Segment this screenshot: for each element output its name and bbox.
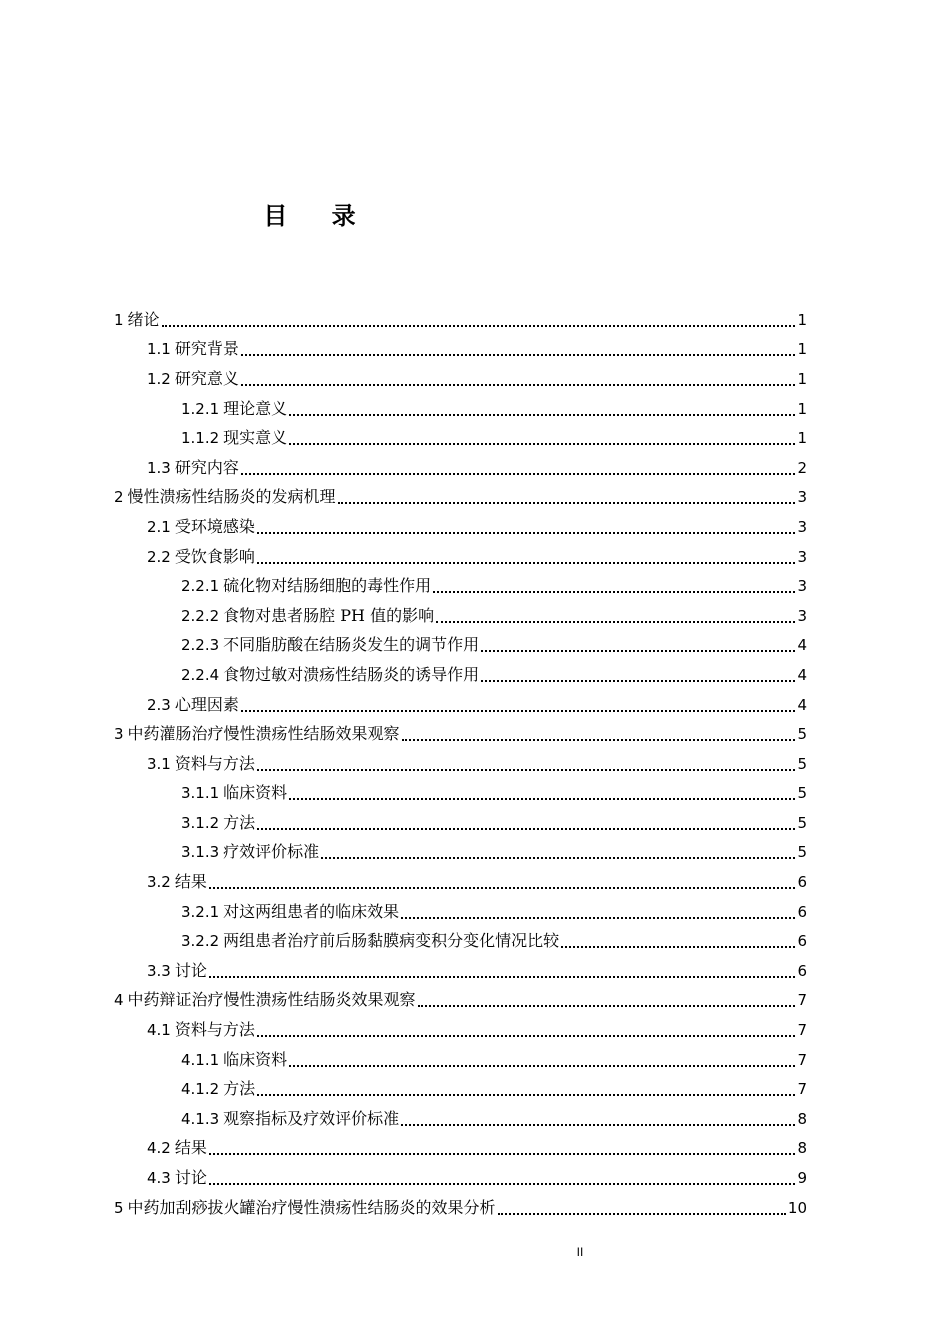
toc-entry-label bbox=[181, 1079, 255, 1099]
toc-entry-text: 结果 bbox=[174, 1138, 207, 1158]
toc-entry-text: 受饮食影响 bbox=[174, 546, 255, 566]
toc-page-number: 1 bbox=[797, 369, 807, 388]
toc-dot-leader bbox=[481, 650, 795, 652]
toc-dot-leader bbox=[257, 1035, 796, 1037]
toc-dot-leader bbox=[289, 443, 795, 445]
toc-entry[interactable] bbox=[114, 453, 807, 483]
toc-entry-number: 4.3 bbox=[147, 1169, 171, 1188]
toc-dot-leader bbox=[257, 1094, 795, 1096]
toc-entry-label bbox=[147, 872, 207, 892]
toc-page-number: 1 bbox=[797, 340, 807, 359]
toc-entry-label bbox=[147, 339, 239, 359]
toc-dot-leader bbox=[338, 502, 796, 504]
toc-entry-number: 4.1.3 bbox=[181, 1109, 220, 1128]
toc-entry[interactable] bbox=[114, 897, 807, 927]
toc-entry-number: 3.3 bbox=[147, 961, 171, 980]
toc-entry-text: 观察指标及疗效评价标准 bbox=[223, 1108, 400, 1128]
toc-entry-label bbox=[181, 399, 287, 419]
toc-entry-label bbox=[147, 369, 239, 389]
toc-entry[interactable] bbox=[114, 1163, 807, 1193]
toc-entry[interactable] bbox=[114, 719, 807, 749]
toc-page-number: 5 bbox=[797, 813, 807, 832]
toc-page-number: 1 bbox=[797, 310, 807, 329]
toc-entry-label bbox=[181, 1050, 287, 1070]
toc-entry-text: 硫化物对结肠细胞的毒性作用 bbox=[223, 576, 432, 596]
toc-entry[interactable] bbox=[114, 838, 807, 868]
toc-page-number: 7 bbox=[797, 991, 807, 1010]
toc-entry-label bbox=[181, 783, 287, 803]
toc-entry-text: 食物过敏对溃疡性结肠炎的诱导作用 bbox=[223, 664, 480, 684]
toc-dot-leader bbox=[241, 354, 796, 356]
toc-entry-text: 中药加刮痧拔火罐治疗慢性溃疡性结肠炎的效果分析 bbox=[127, 1197, 496, 1217]
toc-page-number: 7 bbox=[797, 1050, 807, 1069]
toc-entry-label bbox=[147, 1168, 207, 1188]
toc-entry-number: 4.1.1 bbox=[181, 1050, 220, 1069]
toc-entry[interactable] bbox=[114, 305, 807, 335]
toc-dot-leader bbox=[418, 1005, 796, 1007]
toc-entry[interactable] bbox=[114, 542, 807, 572]
toc-page-number: 8 bbox=[797, 1139, 807, 1158]
toc-dot-leader bbox=[433, 591, 795, 593]
toc-entry[interactable] bbox=[114, 1134, 807, 1164]
toc-entry[interactable] bbox=[114, 867, 807, 897]
toc-entry[interactable] bbox=[114, 631, 807, 661]
toc-entry-number: 2.2.4 bbox=[181, 665, 220, 684]
toc-dot-leader bbox=[209, 1153, 796, 1155]
toc-entry[interactable] bbox=[114, 1045, 807, 1075]
toc-dot-leader bbox=[241, 473, 796, 475]
toc-page-number: 5 bbox=[797, 784, 807, 803]
toc-entry[interactable] bbox=[114, 1104, 807, 1134]
toc-entry-text: 讨论 bbox=[174, 960, 207, 980]
toc-entry-number: 3.2.1 bbox=[181, 902, 220, 921]
toc-dot-leader bbox=[289, 414, 795, 416]
toc-page-number: 6 bbox=[797, 902, 807, 921]
toc-entry-label bbox=[181, 842, 319, 862]
toc-page-number: 2 bbox=[797, 458, 807, 477]
toc-dot-leader bbox=[561, 946, 795, 948]
toc-entry-number: 2.1 bbox=[147, 517, 171, 536]
toc-entry-text: 两组患者治疗前后肠黏膜病变积分变化情况比较 bbox=[223, 931, 560, 951]
toc-entry[interactable] bbox=[114, 1015, 807, 1045]
toc-entry-text: 方法 bbox=[223, 812, 256, 832]
toc-entry-number: 4 bbox=[114, 991, 124, 1010]
toc-entry-number: 3.1.2 bbox=[181, 813, 220, 832]
toc-entry-label bbox=[147, 695, 239, 715]
toc-page-number: 3 bbox=[797, 547, 807, 566]
toc-entry-label bbox=[181, 576, 431, 596]
toc-entry-number: 1.2.1 bbox=[181, 399, 220, 418]
toc-entry[interactable] bbox=[114, 601, 807, 631]
toc-dot-leader bbox=[436, 621, 795, 623]
toc-page-number: 9 bbox=[797, 1169, 807, 1188]
toc-page-number: 5 bbox=[797, 754, 807, 773]
toc-dot-leader bbox=[162, 325, 796, 327]
toc-page-number: 4 bbox=[797, 695, 807, 714]
toc-page-number: 1 bbox=[797, 429, 807, 448]
toc-entry[interactable] bbox=[114, 986, 807, 1016]
toc-dot-leader bbox=[498, 1213, 786, 1215]
toc-entry-text: 研究背景 bbox=[174, 339, 239, 359]
toc-page-number: 4 bbox=[797, 636, 807, 655]
toc-dot-leader bbox=[402, 739, 796, 741]
toc-entry-number: 1.1.2 bbox=[181, 429, 220, 448]
toc-entry-text: 研究意义 bbox=[174, 368, 239, 388]
toc-entry-number: 2 bbox=[114, 488, 124, 507]
toc-entry-label bbox=[181, 606, 434, 626]
toc-entry-number: 3.1.1 bbox=[181, 784, 220, 803]
toc-entry-label bbox=[147, 517, 255, 537]
toc-entry-text: 研究内容 bbox=[174, 457, 239, 477]
toc-entry[interactable] bbox=[114, 926, 807, 956]
toc-page-number: 8 bbox=[797, 1109, 807, 1128]
toc-entry-label bbox=[181, 1109, 399, 1129]
toc-entry[interactable] bbox=[114, 779, 807, 809]
toc-entry-text: 资料与方法 bbox=[174, 1020, 255, 1040]
toc-entry-number: 4.1.2 bbox=[181, 1080, 220, 1099]
page-footer-number: II bbox=[576, 1245, 584, 1259]
toc-entry-label bbox=[181, 813, 255, 833]
toc-entry-text: 现实意义 bbox=[223, 428, 288, 448]
toc-dot-leader bbox=[257, 828, 795, 830]
toc-entry-text: 临床资料 bbox=[223, 1049, 288, 1069]
toc-entry-number: 1 bbox=[114, 310, 124, 329]
toc-entry-label bbox=[114, 1198, 496, 1218]
toc-entry-text: 中药辩证治疗慢性溃疡性结肠炎效果观察 bbox=[127, 990, 416, 1010]
toc-entry-text: 结果 bbox=[174, 872, 207, 892]
toc-entry-number: 3.2 bbox=[147, 873, 171, 892]
toc-dot-leader bbox=[209, 887, 796, 889]
toc-entry-number: 1.3 bbox=[147, 458, 171, 477]
toc-entry-text: 对这两组患者的临床效果 bbox=[223, 901, 400, 921]
toc-entry-text: 资料与方法 bbox=[174, 753, 255, 773]
toc-entry-number: 2.2 bbox=[147, 547, 171, 566]
toc-entry-number: 2.2.1 bbox=[181, 577, 220, 596]
toc-entry[interactable] bbox=[114, 956, 807, 986]
toc-entry-text: 讨论 bbox=[174, 1168, 207, 1188]
toc-entry-number: 4.2 bbox=[147, 1139, 171, 1158]
toc-entry[interactable] bbox=[114, 423, 807, 453]
toc-entry-text: 理论意义 bbox=[223, 398, 288, 418]
toc-entry-text: 临床资料 bbox=[223, 783, 288, 803]
toc-page-number: 6 bbox=[797, 873, 807, 892]
toc-dot-leader bbox=[481, 680, 795, 682]
toc-entry-number: 3 bbox=[114, 725, 124, 744]
toc-page-number: 6 bbox=[797, 932, 807, 951]
toc-page-number: 7 bbox=[797, 1080, 807, 1099]
toc-entry[interactable] bbox=[114, 335, 807, 365]
toc-entry-label bbox=[114, 487, 336, 507]
toc-entry-label bbox=[181, 635, 479, 655]
toc-dot-leader bbox=[257, 532, 796, 534]
toc-page-number: 6 bbox=[797, 961, 807, 980]
toc-entry-number: 2.2.2 bbox=[181, 606, 220, 625]
toc-entry-number: 4.1 bbox=[147, 1021, 171, 1040]
toc-page-number: 3 bbox=[797, 488, 807, 507]
toc-entry[interactable] bbox=[114, 571, 807, 601]
toc-page-number: 3 bbox=[797, 517, 807, 536]
toc-entry-text: 疗效评价标准 bbox=[223, 842, 320, 862]
toc-dot-leader bbox=[241, 710, 796, 712]
toc-entry-text: 受环境感染 bbox=[174, 516, 255, 536]
toc-entry-text: 心理因素 bbox=[174, 694, 239, 714]
toc-dot-leader bbox=[321, 857, 795, 859]
toc-entry[interactable] bbox=[114, 660, 807, 690]
toc-entry-text: 绪论 bbox=[127, 309, 160, 329]
toc-entry-label bbox=[181, 428, 287, 448]
toc-entry-label bbox=[181, 931, 559, 951]
toc-dot-leader bbox=[257, 562, 796, 564]
toc-page-number: 10 bbox=[787, 1198, 807, 1217]
toc-entry-text: 方法 bbox=[223, 1079, 256, 1099]
toc-page-number: 4 bbox=[797, 665, 807, 684]
toc-entry-number: 3.1.3 bbox=[181, 843, 220, 862]
toc-page-number: 5 bbox=[797, 725, 807, 744]
toc-entry-number: 1.1 bbox=[147, 340, 171, 359]
toc-entry-number: 2.2.3 bbox=[181, 636, 220, 655]
toc-page-number: 3 bbox=[797, 577, 807, 596]
toc-entry-text: 食物对患者肠腔 PH 值的影响 bbox=[223, 605, 435, 625]
toc-entry-label bbox=[114, 990, 416, 1010]
toc-dot-leader bbox=[401, 1124, 795, 1126]
toc-title: 目 录 bbox=[263, 201, 374, 230]
toc-entry-label bbox=[147, 961, 207, 981]
toc-entry-number: 1.2 bbox=[147, 369, 171, 388]
toc-entry-text: 慢性溃疡性结肠炎的发病机理 bbox=[127, 487, 336, 507]
toc-entry-number: 3.2.2 bbox=[181, 932, 220, 951]
toc-entry-number: 5 bbox=[114, 1198, 124, 1217]
toc-entry-number: 2.3 bbox=[147, 695, 171, 714]
toc-entry-number: 3.1 bbox=[147, 754, 171, 773]
toc-entry[interactable] bbox=[114, 808, 807, 838]
toc-dot-leader bbox=[241, 384, 796, 386]
toc-page-number: 3 bbox=[797, 606, 807, 625]
toc-page-number: 1 bbox=[797, 399, 807, 418]
toc-entry-label bbox=[114, 310, 160, 330]
toc-entry-text: 不同脂肪酸在结肠炎发生的调节作用 bbox=[223, 635, 480, 655]
toc-page-number: 7 bbox=[797, 1021, 807, 1040]
toc-entry[interactable] bbox=[114, 690, 807, 720]
toc-entry-label bbox=[147, 1138, 207, 1158]
toc-dot-leader bbox=[209, 1183, 796, 1185]
toc-entry-label bbox=[147, 547, 255, 567]
toc-dot-leader bbox=[209, 976, 796, 978]
toc-entry[interactable] bbox=[114, 394, 807, 424]
toc-entry-label bbox=[181, 902, 399, 922]
toc-entry[interactable] bbox=[114, 749, 807, 779]
toc-entry[interactable] bbox=[114, 1193, 807, 1223]
toc-page-number: 5 bbox=[797, 843, 807, 862]
toc-entry-label bbox=[147, 458, 239, 478]
toc-dot-leader bbox=[257, 769, 796, 771]
toc-dot-leader bbox=[289, 798, 795, 800]
toc-dot-leader bbox=[289, 1065, 795, 1067]
toc-entry[interactable] bbox=[114, 1074, 807, 1104]
toc-entry[interactable] bbox=[114, 483, 807, 513]
toc-entry-label bbox=[147, 754, 255, 774]
toc-entry-label bbox=[181, 665, 479, 685]
toc-dot-leader bbox=[401, 917, 795, 919]
toc-entry-text: 中药灌肠治疗慢性溃疡性结肠效果观察 bbox=[127, 724, 400, 744]
table-of-contents bbox=[114, 305, 807, 1222]
toc-entry[interactable] bbox=[114, 364, 807, 394]
toc-entry-label bbox=[147, 1020, 255, 1040]
toc-entry-label bbox=[114, 724, 400, 744]
toc-entry[interactable] bbox=[114, 512, 807, 542]
